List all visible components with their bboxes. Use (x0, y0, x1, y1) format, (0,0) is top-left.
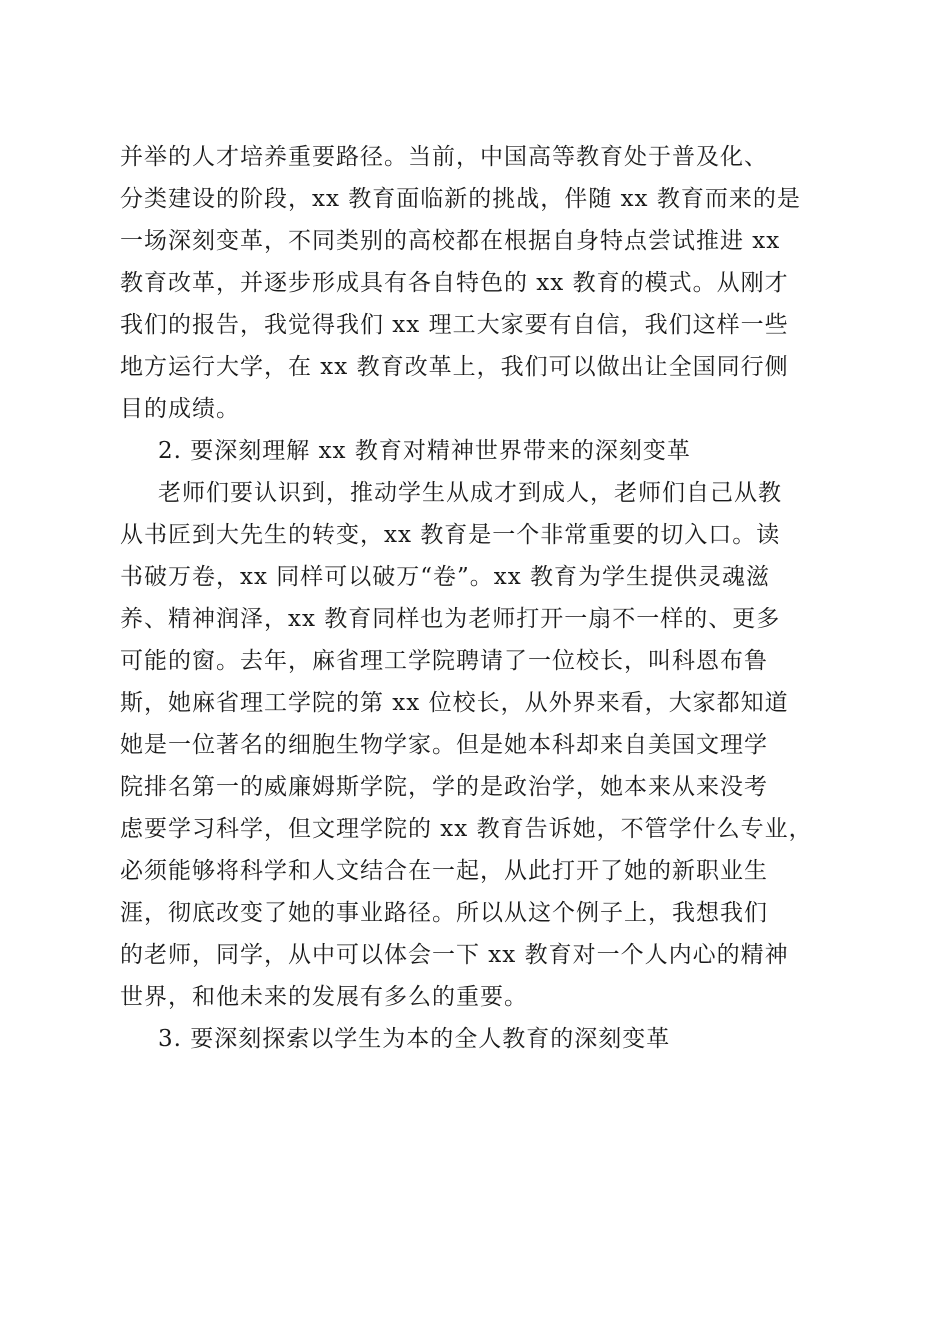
text-line: 的老师，同学，从中可以体会一下 xx 教育对一个人内心的精神 (120, 942, 789, 968)
text-line: 分类建设的阶段，xx 教育面临新的挑战，伴随 xx 教育而来的是 (120, 186, 801, 212)
section-heading-2: 2. 要深刻理解 xx 教育对精神世界带来的深刻变革 (158, 438, 691, 464)
text-line: 目的成绩。 (120, 396, 240, 422)
text-line: 书破万卷，xx 同样可以破万“卷”。xx 教育为学生提供灵魂滋 (120, 564, 771, 590)
text-line: 她是一位著名的细胞生物学家。但是她本科却来自美国文理学 (120, 732, 768, 758)
text-line: 并举的人才培养重要路径。当前，中国高等教育处于普及化、 (120, 144, 768, 170)
text-line: 虑要学习科学，但文理学院的 xx 教育告诉她，不管学什么专业， (120, 816, 813, 842)
text-line: 我们的报告，我觉得我们 xx 理工大家要有自信，我们这样一些 (120, 312, 789, 338)
section-heading-3: 3. 要深刻探索以学生为本的全人教育的深刻变革 (158, 1026, 671, 1052)
text-line: 斯，她麻省理工学院的第 xx 位校长，从外界来看，大家都知道 (120, 690, 789, 716)
text-line: 涯，彻底改变了她的事业路径。所以从这个例子上，我想我们 (120, 900, 768, 926)
text-line: 养、精神润泽，xx 教育同样也为老师打开一扇不一样的、更多 (120, 606, 781, 632)
text-line: 院排名第一的威廉姆斯学院，学的是政治学，她本来从来没考 (120, 774, 768, 800)
text-line: 从书匠到大先生的转变，xx 教育是一个非常重要的切入口。读 (120, 522, 781, 548)
text-line: 世界，和他未来的发展有多么的重要。 (120, 984, 528, 1010)
text-line: 教育改革，并逐步形成具有各自特色的 xx 教育的模式。从刚才 (120, 270, 789, 296)
body-text (120, 136, 826, 1060)
text-line: 一场深刻变革，不同类别的高校都在根据自身特点尝试推进 xx (120, 228, 781, 254)
paragraph-first-line: 老师们要认识到，推动学生从成才到成人，老师们自己从教 (158, 480, 782, 506)
text-line: 可能的窗。去年，麻省理工学院聘请了一位校长，叫科恩布鲁 (120, 648, 768, 674)
text-line: 必须能够将科学和人文结合在一起，从此打开了她的新职业生 (120, 858, 768, 884)
text-line: 地方运行大学，在 xx 教育改革上，我们可以做出让全国同行侧 (120, 354, 789, 380)
